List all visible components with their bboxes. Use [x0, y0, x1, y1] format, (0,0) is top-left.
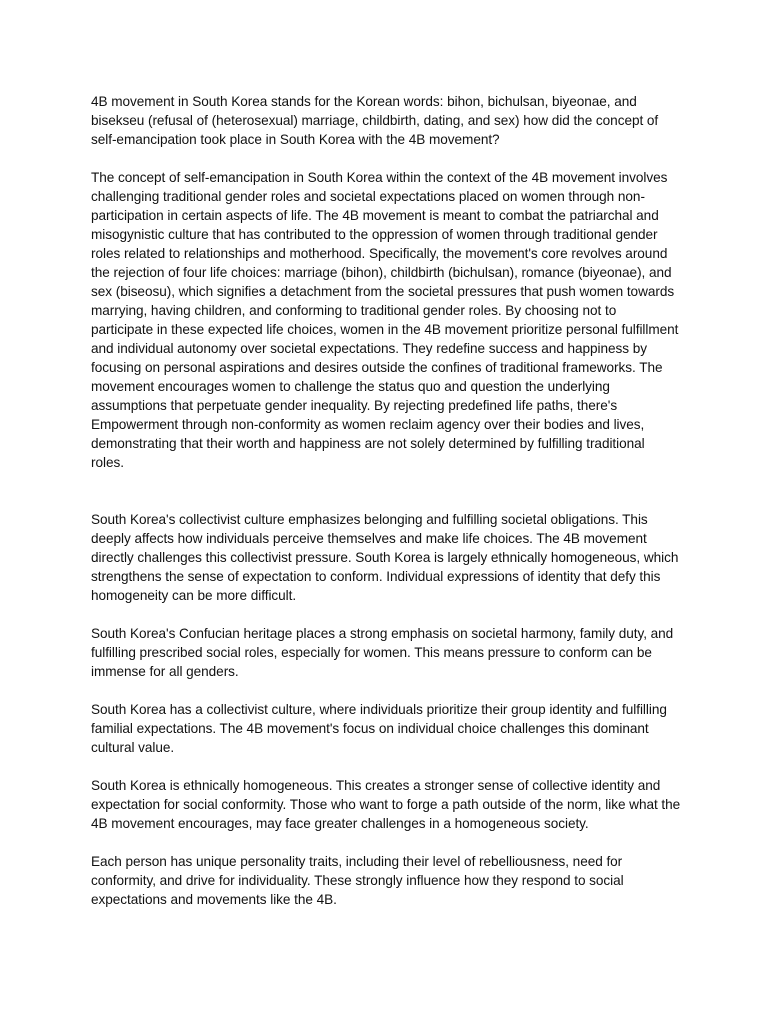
confucian-heritage-paragraph: South Korea's Confucian heritage places a strong emphasis on societal harmony, family duty, and fulfilling prescribed social roles, especially for women. This means pressure to conform can be immense for all genders.	[91, 626, 674, 679]
self-emancipation-paragraph: The concept of self-emancipation in South Korea within the context of the 4B movement involves challenging traditional gender roles and societal expectations placed on women through non-participation in certain aspects of life. The 4B movement is meant to combat the patriarchal and misogynistic culture that has contributed to the oppression of women through traditional gender roles related to relationships and motherhood. Specifically, the movement's core revolves around the rejection of four life choices: marriage (bihon), childbirth (bichulsan), romance (biyeonae), and sex (biseosu), which signifies a detachment from the societal pressures that push women towards marrying, having children, and conforming to traditional gender roles. By choosing not to participate in these expected life choices, women in the 4B movement prioritize personal fulfillment and individual autonomy over societal expectations. They redefine success and happiness by focusing on personal aspirations and desires outside the confines of traditional frameworks. The movement encourages women to challenge the status quo and question the underlying assumptions that perpetuate gender inequality. By rejecting predefined life paths, there's Empowerment through non-conformity as women reclaim agency over their bodies and lives, demonstrating that their worth and happiness are not solely determined by fulfilling traditional roles.	[91, 170, 679, 470]
group-identity-paragraph: South Korea has a collectivist culture, where individuals prioritize their group identity and fulfilling familial expectations. The 4B movement's focus on individual choice challenges this dominant cultural value.	[91, 702, 667, 755]
question-paragraph: 4B movement in South Korea stands for the Korean words: bihon, bichulsan, biyeonae, and bisekseu (refusal of (heterosexual) marriage, childbirth, dating, and sex) how did the concept of self-emancipation took place in South Korea with the 4B movement?	[91, 94, 659, 147]
collectivist-culture-paragraph: South Korea's collectivist culture emphasizes belonging and fulfilling societal obligations. This deeply affects how individuals perceive themselves and make life choices. The 4B movement directly challenges this collectivist pressure. South Korea is largely ethnically homogeneous, which strengthens the sense of expectation to conform. Individual expressions of identity that defy this homogeneity can be more difficult.	[91, 512, 679, 603]
personality-traits-paragraph: Each person has unique personality traits, including their level of rebelliousness, need for conformity, and drive for individuality. These strongly influence how they respond to social expectations and movements like the 4B.	[91, 854, 624, 907]
document-body	[91, 92, 681, 909]
homogeneity-paragraph: South Korea is ethnically homogeneous. This creates a stronger sense of collective identity and expectation for social conformity. Those who want to forge a path outside of the norm, like what the 4B movement encourages, may face greater challenges in a homogeneous society.	[91, 778, 681, 831]
